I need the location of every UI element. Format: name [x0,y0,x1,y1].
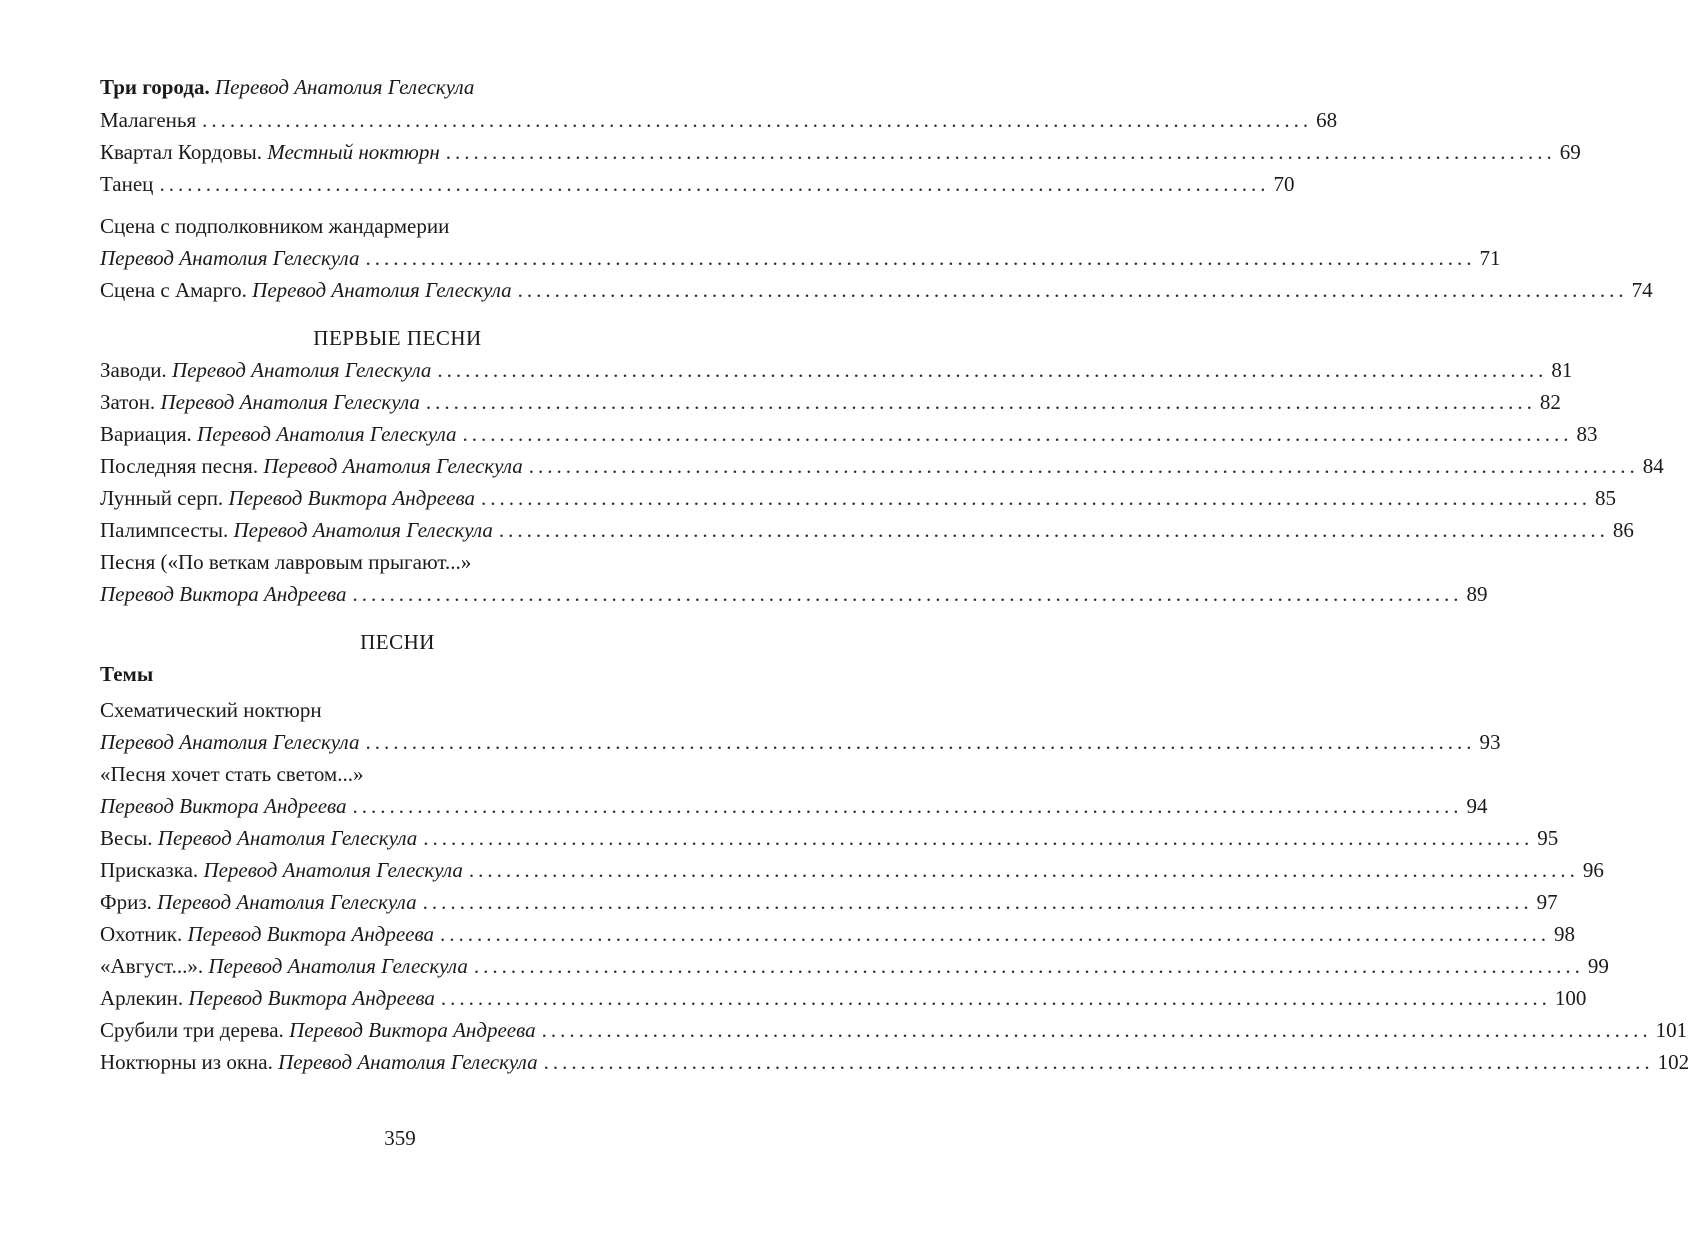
toc-entry[interactable] [100,822,1559,854]
dot-leader: ........................................................................................................................ [440,986,1551,1010]
entry-page-number: 102 [1657,1050,1689,1074]
entry-page-number: 94 [1466,794,1488,818]
toc-entry[interactable] [100,790,1488,822]
entry-translator: Перевод Анатолия Гелескула [208,954,468,978]
entry-title: Палимпсесты. [100,518,234,542]
entry-page-number: 96 [1582,858,1604,882]
entry-title: Вариация. [100,422,198,446]
dot-leader: ........................................................................................................................ [498,518,1609,542]
entry-title: Весы. [100,826,158,850]
entry-page-number: 98 [1553,922,1575,946]
toc-entry[interactable] [100,726,1501,758]
entry-title-line: «Песня хочет стать светом...» [100,762,364,786]
dot-leader: ........................................................................................................................ [528,454,1639,478]
entry-title: Срубили три дерева. [100,1018,290,1042]
entry-title: Фриз. [100,890,158,914]
entry-page-number: 83 [1576,422,1598,446]
entry-title: Сцена с Амарго. [100,278,253,302]
entry-title: Последняя песня. [100,454,264,478]
toc-entry[interactable] [100,482,1616,514]
dot-leader: ........................................................................................................................ [543,1050,1654,1074]
toc-entry[interactable] [100,1046,1689,1078]
entry-page-number: 97 [1536,890,1558,914]
section-title-first-songs: ПЕРВЫЕ ПЕСНИ [313,326,482,350]
dot-leader: ........................................................................................................................ [541,1018,1652,1042]
entry-translator: Перевод Анатолия Гелескула [171,358,432,382]
entry-page-number: 70 [1273,172,1295,196]
entry-page-number: 93 [1479,730,1501,754]
toc-entry[interactable] [100,242,1501,274]
entry-title: Присказка. [100,858,204,882]
dot-leader: ........................................................................................................................ [352,582,1463,606]
section-heading-translator: Перевод Анатолия Гелескула [214,75,475,99]
entry-page-number: 84 [1642,454,1664,478]
entry-page-number: 69 [1559,140,1581,164]
entry-title: Квартал Кордовы. [100,140,268,164]
entry-translator: Перевод Анатолия Гелескула [100,246,360,270]
entry-translator: Перевод Виктора Андреева [228,486,475,510]
table-of-contents [100,70,1689,1078]
entry-translator: Перевод Анатолия Гелескула [157,826,418,850]
entry-page-number: 89 [1466,582,1488,606]
toc-entry[interactable] [100,104,1338,136]
dot-leader: ........................................................................................................................ [439,922,1550,946]
dot-leader: ........................................................................................................................ [468,858,1579,882]
entry-translator: Перевод Анатолия Гелескула [100,730,360,754]
entry-title: Лунный серп. [100,486,229,510]
entry-page-number: 74 [1631,278,1653,302]
toc-entry[interactable] [100,578,1488,610]
entry-page-number: 95 [1537,826,1559,850]
dot-leader: ........................................................................................................................ [352,794,1463,818]
entry-translator: Перевод Анатолия Гелескула [252,278,512,302]
entry-translator: Перевод Анатолия Гелескула [157,890,417,914]
section-title-songs: ПЕСНИ [360,630,435,654]
entry-page-number: 101 [1655,1018,1688,1042]
entry-title-line: Сцена с подполковником жандармерии [100,214,450,238]
toc-entry[interactable] [100,1014,1688,1046]
dot-leader: ........................................................................................................................ [422,890,1533,914]
entry-translator: Перевод Виктора Андреева [187,922,434,946]
dot-leader: ........................................................................................................................ [423,826,1534,850]
entry-title-line: Песня («По веткам лавровым прыгают...» [100,550,472,574]
toc-entry[interactable] [100,136,1581,168]
entry-translator: Перевод Анатолия Гелескула [203,858,463,882]
entry-page-number: 86 [1612,518,1634,542]
entry-page-number: 100 [1554,986,1587,1010]
entry-title: Ноктюрны из окна. [100,1050,279,1074]
section-heading-title: Три города. [100,75,210,99]
subsection-heading-themes: Темы [100,662,154,686]
entry-title: Заводи. [100,358,172,382]
entry-translator: Местный ноктюрн [267,140,440,164]
dot-leader: ........................................................................................................................ [159,172,1270,196]
toc-entry[interactable] [100,386,1561,418]
entry-page-number: 85 [1594,486,1616,510]
entry-title: Малагенья [100,108,197,132]
entry-translator: Перевод Анатолия Гелескула [278,1050,538,1074]
toc-entry[interactable] [100,982,1587,1014]
entry-translator: Перевод Анатолия Гелескула [233,518,493,542]
dot-leader: ........................................................................................................................ [365,730,1476,754]
toc-entry[interactable] [100,950,1609,982]
dot-leader: ........................................................................................................................ [473,954,1584,978]
toc-entry[interactable] [100,918,1575,950]
entry-translator: Перевод Виктора Андреева [188,986,435,1010]
dot-leader: ........................................................................................................................ [462,422,1573,446]
dot-leader: ........................................................................................................................ [202,108,1313,132]
entry-page-number: 71 [1479,246,1501,270]
entry-title: Танец [100,172,154,196]
entry-title: «Август...». [100,954,209,978]
dot-leader: ........................................................................................................................ [437,358,1548,382]
entry-translator: Перевод Виктора Андреева [100,794,347,818]
toc-entry[interactable] [100,168,1295,200]
dot-leader: ........................................................................................................................ [517,278,1628,302]
toc-entry[interactable] [100,886,1558,918]
entry-translator: Перевод Анатолия Гелескула [263,454,523,478]
dot-leader: ........................................................................................................................ [425,390,1536,414]
entry-page-number: 81 [1551,358,1573,382]
page-number-footer: 359 [384,1126,416,1150]
toc-entry[interactable] [100,514,1634,546]
section-heading-three-cities [100,70,695,104]
entry-page-number: 99 [1587,954,1609,978]
entry-title: Затон. [100,390,161,414]
entry-translator: Перевод Виктора Андреева [289,1018,536,1042]
entry-title: Охотник. [100,922,188,946]
entry-translator: Перевод Анатолия Гелескула [160,390,420,414]
dot-leader: ........................................................................................................................ [445,140,1556,164]
dot-leader: ........................................................................................................................ [365,246,1476,270]
entry-page-number: 82 [1539,390,1561,414]
toc-entry[interactable] [100,450,1664,482]
entry-title-line: Схематический ноктюрн [100,698,322,722]
dot-leader: ........................................................................................................................ [480,486,1591,510]
toc-entry[interactable] [100,854,1604,886]
entry-translator: Перевод Виктора Андреева [100,582,347,606]
entry-translator: Перевод Анатолия Гелескула [197,422,457,446]
toc-entry[interactable] [100,418,1598,450]
entry-title: Арлекин. [100,986,189,1010]
entry-page-number: 68 [1316,108,1338,132]
toc-entry[interactable] [100,354,1573,386]
toc-entry[interactable] [100,274,1653,306]
